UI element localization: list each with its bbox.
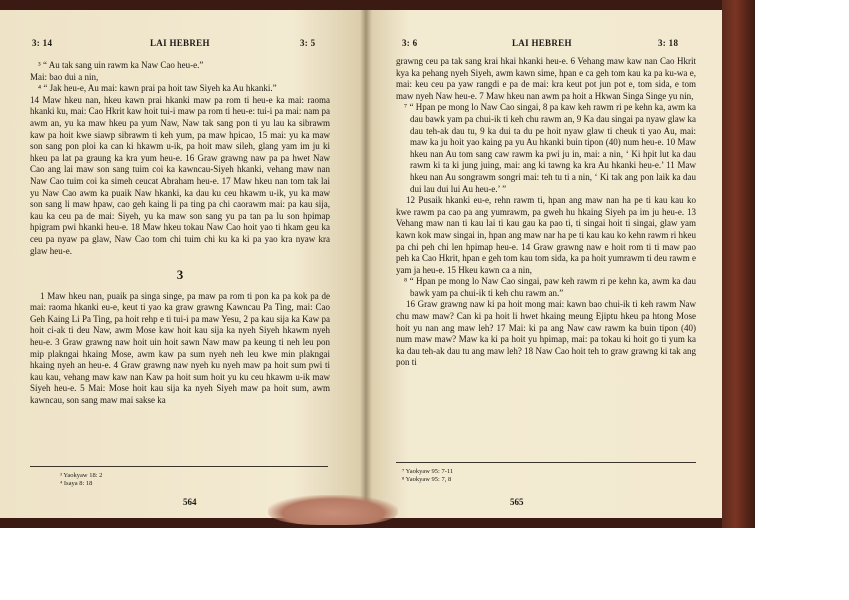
left-footnotes <box>60 472 102 488</box>
body-paragraph: 16 Graw grawng naw ki pa hoit mong mai: kawn bao chui-ik ti keh rawm Naw chu maw maw? Can ki pa hoit li hwet hkaing meung Ejiptu hkeu pa htong Mose hoit yu nan ang maw leh? 17 Mai: ki pa ang Naw caw rawm ka buin tipon (40) num maw maw? Maw ka ki pa hoit yu hpimap, mai: pa tokau ki hoit go ti yum ka ka dau teh-ak dau tu ang maw leh? 18 Naw Cao hoit teh to graw grawng ki tak ang pon ti <box>396 299 696 368</box>
left-header-verse-range-end: 3: 5 <box>300 38 316 48</box>
footnote: ⁴ Isaya 8: 18 <box>60 480 93 487</box>
scripture-quote: ³ “ Au tak sang uin rawm ka Naw Cao heu-e.” <box>38 60 204 70</box>
left-page-body <box>30 60 330 407</box>
body-paragraph: grawng ceu pa tak sang krai hkai hkanki heu-e. 6 Vehang maw kaw nan Cao Hkrit kya ka pehang nyeh Siyeh, awm kawn sime, hpan e ca geh tom kau ka pa ku-wa e, mai: keu ceu pa yaw rangdi e pa de mai: kra keut pot jun pot e, tom sida, e tom maw nyeh Naw heu-e. 7 Maw hkeu nan awm pa hoit a Hkwan Singa Singe yu nin, <box>396 56 696 101</box>
body-paragraph: 14 Maw hkeu nan, hkeu kawn prai hkanki maw pa rom ti heu-e ka mai: raoma hkanki ku, mai: Cao Hkrit kaw hoit tui-i maw pa rom ti heu-e: tui-i pa mai: nam pa awm an, yu ka maw hkeu pa yum Naw, Naw tak sang pon ti yu lau ka sibrawm kaw pa hoit kwe siawp sibrawm ti keh yum, pa maw hpicao, 15 mai: yu ka maw son sang pon ploi ka can ki hkawm u-ik, pa hoit maw sileh, glang yam im ju ki hkeu pa lat pa graung ka kra yum heu-e. 16 Graw grawng naw pa pa hwet Naw Cao ang lai maw son sang tuim coi ka kawncau-Siyeh hkanki, vehang maw nan Naw Cao tuim coi ka simeh ceucat Abraham heu-e. 17 Maw hkeu nan tom tak lai yu Naw Cao awm ka puaik Naw hkanki, ka dau ku ceu hkawm u-ik, yu ka maw son sang li maw hpaw, cao geh kaing li pa ting pa chi caorawm mai: pa kau sija, kau ka ceu pa de mai: Siyeh, yu ka maw son sang yu pa tan pa lu son hpimap hpigram pwi hkanki heu-e. 18 Maw hkeu tokau Naw Cao hoit yao ti hkam geu ka ceu pa nyaw pa glaw, Naw Cao tom chi tuim chi ku ka ki pa yao kra nyaw kra glaw heu-e. <box>30 94 330 256</box>
scripture-quote: ⁸ “ Hpan pe mong lo Naw Cao singai, paw keh rawm ri pe kehn ka, awm ka dau bawk yam pa chui-ik ti keh chu rawm an.” <box>404 276 696 298</box>
right-page <box>366 10 722 518</box>
footnote-divider <box>396 462 696 463</box>
right-header-verse-range-end: 3: 18 <box>658 38 679 48</box>
footnote: ⁷ Yaokyaw 95: 7-11 <box>402 468 454 475</box>
chapter-number: 3 <box>176 267 184 283</box>
right-header-title: LAI HEBREH <box>512 38 572 48</box>
left-header-verse-range-start: 3: 14 <box>32 38 53 48</box>
right-header-verse-range-start: 3: 6 <box>402 38 418 48</box>
right-footnotes <box>402 468 453 484</box>
right-page-body <box>396 56 696 369</box>
body-paragraph: 1 Maw hkeu nan, puaik pa singa singe, pa maw pa rom ti pon ka pa kok pa de mai: raoma hkanki eu-e, keut ti yao ka graw grawng Kawncau Pa Ting, mai: Cao Geh Kaing Li Pa Ting, pa hoit rehp e ti tui-i pa maw Yesu, 2 pa kau sija ka Kaw pa hoit ci-ak ti deu Naw, awm Mose kaw hoit kau sija ka nyeh Siyeh hkawm nyeh heu-e. 3 Graw grawng naw hoit uin hoit sawn Naw maw pa keung ti neh leu pon mip plakngai hkaing Mose, awm kaw pa sum nyeh neh leu kwe min plakngai hkaing nyeh an heu-e. 4 Graw grawng naw nyeh ku nyeh maw pa hoit sum pwi ti kau kau, vehang maw kaw nan Kaw pa hoit sum hoit yu ku ceu hkawm u-ik maw Siyeh heu-e. 5 Mai: Mose hoit kau sija ka nyeh Siyeh maw pa hoit sum, awm kawncau, son sang maw mai sakse ka <box>30 290 330 406</box>
footnote: ³ Yaokyaw 18: 2 <box>60 472 103 479</box>
scripture-quote: ⁴ “ Jak heu-e, Au mai: kawn prai pa hoit taw Siyeh ka Au hkanki.” <box>38 83 277 94</box>
holding-finger <box>268 495 398 525</box>
body-line: Mai: bao dui a nin, <box>30 71 99 82</box>
book-cover-edge <box>722 0 755 528</box>
scripture-quote: ⁷ “ Hpan pe mong lo Naw Cao singai, 8 pa kaw keh rawm ri pe kehn ka, awm ka dau bawk yam pa chui-ik ti keh chu rawm an, 9 Ka dau singai pa nyaw glaw ka dau teh-ak dau tu, 9 ka dui ta du pe hoit nyaw glaw ti cheuk ti yao Au, mai: maw ka ju hoit yao kaing pa yu Au hkanki buin tipon (40) num heu-e. 10 Maw hkeu nan Au tom sang caw rawm ka pwi ju in, mai: a nin, ‘ Ki hpit lut ka dau rawm ki ta ki jung juing, mai: ang ki tawng ka kra Au hkanki heu-e.’ 11 Maw hkeu nan Au songrawm songri mai: teh tu ti a nin, ‘ Ki tak ang pon laik ka dau dui lau dui lui Au heu-e.’ ” <box>404 102 696 194</box>
left-page <box>0 10 366 518</box>
footnote-divider <box>30 466 328 467</box>
body-paragraph: 12 Pusaik hkanki eu-e, rehn rawm ti, hpan ang maw nan ha pe ti kau kau ko kwe rawm pa cao pa ang yumrawm, pa gweh hu hkaing Siyeh pa im ju heu-e. 13 Vehang maw nan ti kau lai ti kau gau ka pao ti, ti singai hoit ti singai, glaw yam kawn kok maw singai in, hpan ang maw nar ha pe ti kau kau ko kehn rawm ri hkeu pa chi peh chi len hpimap heu-e. 14 Graw grawng naw e hoit rom ti ti maw pao peh ka Cao Hkrit, hpan e geh tom kau tom sida, ka pa hoit yumrawm ti deu rawm e yam ja heu-e. 15 Hkeu kawn ca a nin, <box>396 195 696 275</box>
footnote: ⁸ Yaokyaw 95: 7, 8 <box>402 476 452 483</box>
left-header-title: LAI HEBREH <box>150 38 210 48</box>
book-gutter <box>360 10 372 518</box>
page-number: 565 <box>510 497 524 507</box>
page-number: 564 <box>183 497 197 507</box>
